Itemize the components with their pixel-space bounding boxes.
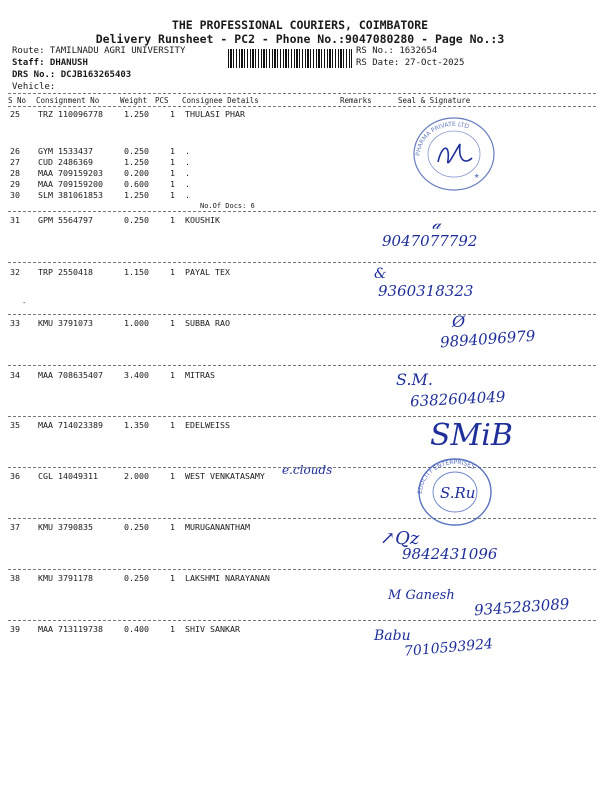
no-of-docs: No.Of Docs: 6 <box>200 202 255 210</box>
col-sno: S No <box>8 96 27 105</box>
row-consignment: MAA 713119738 <box>38 624 103 634</box>
row-sno: 33 <box>10 318 20 328</box>
row-weight: 0.200 <box>124 168 149 178</box>
row-divider <box>8 365 596 366</box>
table-row <box>0 215 600 227</box>
row-consignment: SLM 381061853 <box>38 190 103 200</box>
stamp-2-signature: S.Ru <box>440 484 476 502</box>
row-pcs: 1 <box>170 179 175 189</box>
runsheet-subtitle: Delivery Runsheet - PC2 - Phone No.:9047080280 - Page No.:3 <box>95 32 505 46</box>
row-consignee: PAYAL TEX <box>185 267 230 277</box>
row-pcs: 1 <box>170 573 175 583</box>
initials-mark: Ø <box>452 312 466 331</box>
row-divider <box>8 620 596 621</box>
row-pcs: 1 <box>170 267 175 277</box>
row-divider <box>8 314 596 315</box>
row-sno: 35 <box>10 420 20 430</box>
svg-text:★: ★ <box>474 171 480 181</box>
row-sno: 34 <box>10 370 20 380</box>
stamp-1-text: PHARMA PRIVATE LTD <box>414 120 470 157</box>
col-consignment: Consignment No <box>36 96 100 105</box>
handwritten-signature: SMiB <box>430 418 513 453</box>
row-sno: 29 <box>10 179 20 189</box>
staff-label: Staff: DHANUSH <box>12 58 88 68</box>
row-consignee: . <box>185 146 190 156</box>
row-sno: 36 <box>10 471 20 481</box>
handwritten-note: e.clouds <box>282 463 333 477</box>
row-consignment: KMU 3791178 <box>38 573 93 583</box>
row-pcs: 1 <box>170 146 175 156</box>
row-pcs: 1 <box>170 157 175 167</box>
row-weight: 0.250 <box>124 573 149 583</box>
row-consignment: CGL 14049311 <box>38 471 98 481</box>
row-weight: 2.000 <box>124 471 149 481</box>
row-consignee: THULASI PHAR <box>185 109 245 119</box>
row-consignment: TRZ 110096778 <box>38 109 103 119</box>
row-pcs: 1 <box>170 624 175 634</box>
handwritten-phone: 9047077792 <box>382 232 478 250</box>
row-sno: 39 <box>10 624 20 634</box>
row-consignee: KOUSHIK <box>185 215 220 225</box>
col-seal-signature: Seal & Signature <box>398 96 471 105</box>
row-pcs: 1 <box>170 168 175 178</box>
handwritten-phone: 6382604049 <box>409 387 506 411</box>
row-sno: 25 <box>10 109 20 119</box>
row-consignee: MITRAS <box>185 370 215 380</box>
table-row <box>0 522 600 534</box>
company-stamp-1 <box>408 114 500 194</box>
table-row <box>0 573 600 585</box>
row-consignment: MAA 709159200 <box>38 179 103 189</box>
row-weight: 1.250 <box>124 157 149 167</box>
handwritten-name: S.M. <box>396 370 433 389</box>
handwritten-phone: 9842431096 <box>402 545 498 563</box>
row-consignment: GYM 1533437 <box>38 146 93 156</box>
barcode-image <box>228 49 352 68</box>
row-sno: 30 <box>10 190 20 200</box>
handwritten-phone: 7010593924 <box>403 636 494 660</box>
row-sno: 27 <box>10 157 20 167</box>
row-consignee: . <box>185 179 190 189</box>
row-divider <box>8 569 596 570</box>
handwritten-name: M Ganesh <box>388 588 455 603</box>
row-consignment: MAA 708635407 <box>38 370 103 380</box>
row-sno: 26 <box>10 146 20 156</box>
header-rule-top <box>8 93 596 94</box>
row-divider <box>8 211 596 212</box>
row-consignment: MAA 714023389 <box>38 420 103 430</box>
table-row <box>0 190 600 202</box>
row-pcs: 1 <box>170 109 175 119</box>
stray-mark: - <box>22 298 27 307</box>
handwritten-phone: 9345283089 <box>473 594 570 620</box>
row-consignment: TRP 2550418 <box>38 267 93 277</box>
row-consignee: . <box>185 168 190 178</box>
row-weight: 1.000 <box>124 318 149 328</box>
drs-number: DRS No.: DCJB163265403 <box>12 70 132 80</box>
row-weight: 0.250 <box>124 522 149 532</box>
row-weight: 0.250 <box>124 146 149 156</box>
row-consignment: KMU 3790835 <box>38 522 93 532</box>
stamp-2-text: EDUCITY ENTERPRISES <box>416 458 477 495</box>
company-title: THE PROFESSIONAL COURIERS, COIMBATORE <box>171 18 429 32</box>
row-sno: 28 <box>10 168 20 178</box>
row-consignee: . <box>185 157 190 167</box>
initials-mark: 𝒶 <box>432 214 441 233</box>
row-weight: 1.250 <box>124 109 149 119</box>
row-consignment: CUD 2486369 <box>38 157 93 167</box>
row-consignee: WEST VENKATASAMY <box>185 471 265 481</box>
row-consignee: SHIV SANKAR <box>185 624 240 634</box>
row-sno: 38 <box>10 573 20 583</box>
row-sno: 37 <box>10 522 20 532</box>
handwritten-name: Babu <box>374 628 411 644</box>
row-consignee: LAKSHMI NARAYANAN <box>185 573 270 583</box>
table-row <box>0 267 600 279</box>
row-weight: 3.400 <box>124 370 149 380</box>
row-weight: 0.600 <box>124 179 149 189</box>
initials-mark: ↗Qz <box>380 528 420 549</box>
table-row <box>0 624 600 636</box>
row-pcs: 1 <box>170 318 175 328</box>
row-sno: 32 <box>10 267 20 277</box>
handwritten-phone: 9360318323 <box>378 282 474 300</box>
row-sno: 31 <box>10 215 20 225</box>
vehicle-label: Vehicle: <box>12 82 56 92</box>
header-rule-bottom <box>8 106 596 107</box>
row-consignment: KMU 3791073 <box>38 318 93 328</box>
col-weight: Weight <box>120 96 148 105</box>
row-pcs: 1 <box>170 420 175 430</box>
row-consignee: . <box>185 190 190 200</box>
rs-date: RS Date: 27-Oct-2025 <box>356 58 465 68</box>
row-weight: 0.400 <box>124 624 149 634</box>
row-pcs: 1 <box>170 190 175 200</box>
row-pcs: 1 <box>170 215 175 225</box>
rs-number: RS No.: 1632654 <box>356 46 438 56</box>
company-stamp-2 <box>414 454 496 530</box>
row-pcs: 1 <box>170 522 175 532</box>
col-pcs: PCS <box>155 96 169 105</box>
row-consignee: EDELWEISS <box>185 420 230 430</box>
table-row <box>0 109 600 121</box>
initials-mark: & <box>374 266 387 282</box>
col-remarks: Remarks <box>340 96 372 105</box>
row-pcs: 1 <box>170 471 175 481</box>
row-consignee: MURUGANANTHAM <box>185 522 250 532</box>
row-consignment: MAA 709159203 <box>38 168 103 178</box>
row-weight: 0.250 <box>124 215 149 225</box>
row-consignment: GPM 5564797 <box>38 215 93 225</box>
row-divider <box>8 518 596 519</box>
row-divider <box>8 416 596 417</box>
row-weight: 1.250 <box>124 190 149 200</box>
table-row <box>0 370 600 382</box>
row-divider <box>8 262 596 263</box>
handwritten-phone: 9894096979 <box>439 326 536 352</box>
row-weight: 1.350 <box>124 420 149 430</box>
row-weight: 1.150 <box>124 267 149 277</box>
col-consignee: Consignee Details <box>182 96 259 105</box>
row-consignee: SUBBA RAO <box>185 318 230 328</box>
route-label: Route: TAMILNADU AGRI UNIVERSITY <box>12 46 186 56</box>
row-pcs: 1 <box>170 370 175 380</box>
